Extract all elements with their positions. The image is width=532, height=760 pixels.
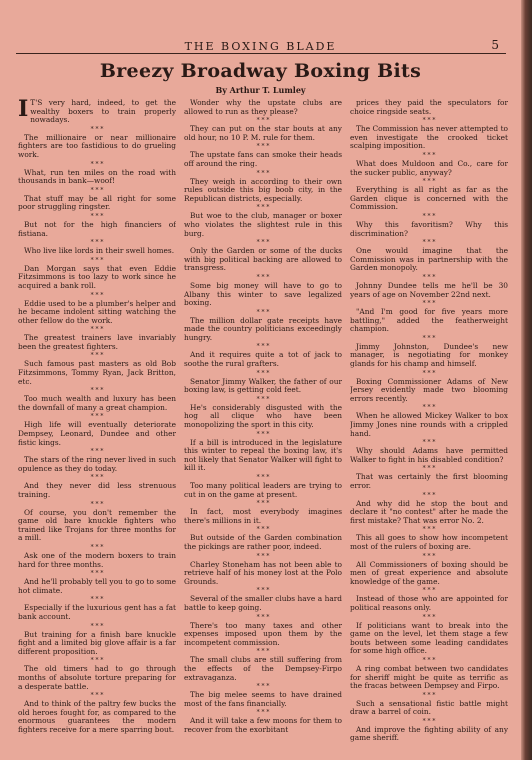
paragraph-separator: * * * <box>256 169 270 177</box>
article-paragraph: Johnny Dundee tells me he'll be 30 years of age on November 22nd next. <box>350 280 508 299</box>
header-rule <box>16 53 506 54</box>
binding-spine <box>521 0 532 760</box>
article-byline: By Arthur T. Lumley <box>215 85 306 95</box>
article-paragraph: Everything is all right as far as the Garden clique is concerned with the Commission. <box>350 185 508 212</box>
article-paragraph: The upstate fans can smoke their heads off around the ring. <box>184 150 342 168</box>
paragraph-separator: * * * <box>90 125 104 133</box>
paragraph-separator: * * * <box>90 596 104 604</box>
paragraph-separator: * * * <box>90 413 104 421</box>
paragraph-separator: * * * <box>90 543 104 551</box>
article-paragraph: That was certainly the first blooming error. <box>350 472 508 490</box>
paragraph-separator: * * * <box>256 683 270 691</box>
article-paragraph: Instead of those who are appointed for political reasons only. <box>350 594 508 612</box>
article-paragraph: Too many political leaders are trying to cut in on the game at present. <box>184 481 342 499</box>
text-column-3 <box>350 99 508 749</box>
paragraph-separator: * * * <box>422 151 436 159</box>
paragraph-separator: * * * <box>90 160 104 168</box>
paragraph-separator: * * * <box>256 474 270 481</box>
article-paragraph: The big melee seems to have drained most of the fans financially. <box>184 690 342 708</box>
article-paragraph: prices they paid the speculators for choice ringside seats. <box>350 99 508 116</box>
paragraph-separator: * * * <box>256 648 270 656</box>
article-paragraph: What does Muldoon and Co., care for the sucker public, anyway? <box>350 158 508 177</box>
paragraph-separator: * * * <box>422 439 436 447</box>
article-paragraph: Eddie used to be a plumber's helper and he became indolent sitting watching the other fellow do the work. <box>18 298 176 325</box>
article-paragraph: And he'll probably tell you to go to some hot climate. <box>18 577 176 595</box>
article-paragraph: The Commission has never attempted to even investigate the crooked ticket scalping imposition. <box>350 124 508 151</box>
paragraph-separator: * * * <box>422 117 436 125</box>
text-column-2 <box>184 99 342 749</box>
paragraph-separator: * * * <box>90 326 104 334</box>
article-paragraph: One would imagine that the Commission was in partnership with the Garden monopoly. <box>350 246 508 273</box>
paragraph-separator: * * * <box>422 334 436 342</box>
article-paragraph: "And I'm good for five years more battling," added the featherweight champion. <box>350 307 508 334</box>
article-paragraph: What, run ten miles on the road with thousands in bank—woof! <box>18 167 176 186</box>
paragraph-separator: * * * <box>422 656 436 664</box>
article-paragraph: The millionaire or near millionaire fighters are too fastidious to do grueling work. <box>18 132 176 159</box>
article-paragraph: High life will eventually deteriorate Dempsey, Leonard, Dundee and other fistic kings. <box>18 420 176 447</box>
paragraph-separator: * * * <box>90 570 104 578</box>
running-head: THE BOXING BLADE <box>184 40 337 53</box>
paragraph-separator: * * * <box>422 404 436 412</box>
paragraph-separator: * * * <box>256 709 270 717</box>
paragraph-separator: * * * <box>256 552 270 560</box>
article-paragraph: And it will take a few moons for them to recover from the exorbitant <box>184 716 342 734</box>
article-paragraph: They weigh in according to their own rules outside this big boob city, in the Republican districts, especially. <box>184 176 342 203</box>
article-paragraph: If a bill is introduced in the legislature this winter to repeal the boxing law, it's not likely that Senator Walker will fight to kill it. <box>184 437 342 473</box>
paragraph-separator: * * * <box>422 212 436 220</box>
article-paragraph: Of course, you don't remember the game old bare knuckle fighters who trained like Trojans for three months for a mill. <box>18 507 176 543</box>
paragraph-separator: * * * <box>422 465 436 473</box>
article-paragraph: This all goes to show how incompetent most of the rulers of boxing are. <box>350 533 508 551</box>
article-paragraph: The million dollar gate receipts have made the country politicians exceedingly hungry. <box>184 315 342 342</box>
article-paragraph: Senator Jimmy Walker, the father of our boxing law, is getting cold feet. <box>184 376 342 395</box>
paragraph-separator: * * * <box>422 526 436 534</box>
article-paragraph: And why did he stop the bout and declare it "no contest" after he made the first mistake? That was error No. 2. <box>350 498 508 525</box>
article-paragraph: Only the Garden or some of the ducks with big political backing are allowed to transgress. <box>184 246 342 273</box>
paragraph-separator: * * * <box>256 273 270 281</box>
paragraph-separator: * * * <box>90 212 104 220</box>
paragraph-separator: * * * <box>90 474 104 482</box>
paragraph-separator: * * * <box>90 256 104 264</box>
article-paragraph: Boxing Commissioner Adams of New Jersey evidently made two blooming errors recently. <box>350 376 508 403</box>
paragraph-separator: * * * <box>422 613 436 621</box>
paragraph-separator: * * * <box>90 448 104 456</box>
paragraph-separator: * * * <box>422 717 436 725</box>
article-paragraph: The old timers had to go through months of absolute torture preparing for a desperate battle. <box>18 664 176 691</box>
paragraph-separator: * * * <box>90 387 104 395</box>
article-paragraph: They can put on the star bouts at any old hour, no 10 P. M. rule for them. <box>184 124 342 142</box>
paragraph-separator: * * * <box>422 552 436 560</box>
paragraph-separator: * * * <box>422 587 436 595</box>
paragraph-separator: * * * <box>422 691 436 699</box>
article-paragraph: And it requires quite a tot of jack to soothe the rural grafters. <box>184 350 342 369</box>
paragraph-separator: * * * <box>90 500 104 508</box>
paragraph-separator: * * * <box>422 300 436 308</box>
paragraph-separator: * * * <box>90 657 104 665</box>
paragraph-separator: * * * <box>422 273 436 281</box>
article-paragraph: I T'S very hard, indeed, to get the wealthy boxers to train properly nowadays. <box>18 99 176 125</box>
article-paragraph: But not for the high financiers of fistiana. <box>18 219 176 238</box>
article-paragraph: In fact, most everybody imagines there's millions in it. <box>184 507 342 525</box>
text-column-1 <box>18 99 176 749</box>
paragraph-separator: * * * <box>256 500 270 508</box>
article-paragraph: The stars of the ring never lived in such opulence as they do today. <box>18 455 176 473</box>
paragraph-separator: * * * <box>256 204 270 212</box>
paragraph-separator: * * * <box>256 369 270 377</box>
article-paragraph: Dan Morgan says that even Eddie Fitzsimmons is too lazy to work since he acquired a bank roll. <box>18 263 176 290</box>
article-paragraph: He's considerably disgusted with the hog all clique who have been monopolizing the sport in this city. <box>184 402 342 430</box>
paragraph-separator: * * * <box>256 343 270 351</box>
article-paragraph: Why this favoritism? Why this discrimination? <box>350 219 508 238</box>
article-paragraph: But woe to the club, manager or boxer who violates the slightest rule in this burg. <box>184 211 342 238</box>
article-paragraph: Jimmy Johnston, Dundee's new manager, is negotiating for monkey glands for his champ and himself. <box>350 341 508 369</box>
article-paragraph: But training for a finish bare knuckle fight and a limited big glove affair is a far different proposition. <box>18 629 176 656</box>
article-paragraph: Several of the smaller clubs have a hard battle to keep going. <box>184 594 342 612</box>
paragraph-separator: * * * <box>256 239 270 247</box>
paragraph-separator: * * * <box>90 622 104 630</box>
paragraph-separator: * * * <box>90 239 104 247</box>
paragraph-separator: * * * <box>256 430 270 438</box>
article-paragraph: All Commissioners of boxing should be men of great experience and absolute knowledge of the game. <box>350 559 508 586</box>
paragraph-separator: * * * <box>90 692 104 700</box>
article-paragraph: And they never did less strenuous training. <box>18 481 176 499</box>
article-paragraph: The greatest trainers lave invariably been the greatest fighters. <box>18 333 176 351</box>
paragraph-separator: * * * <box>422 369 436 377</box>
paragraph-separator: * * * <box>90 352 104 360</box>
article-paragraph: There's too many taxes and other expenses imposed upon them by the incompetent commission. <box>184 620 342 647</box>
article-paragraph: Some big money will have to go to Albany this winter to save legalized boxing. <box>184 280 342 308</box>
article-paragraph: When he allowed Mickey Walker to box Jimmy Jones nine rounds with a crippled hand. <box>350 411 508 438</box>
paragraph-separator: * * * <box>256 526 270 534</box>
paragraph-separator: * * * <box>256 587 270 595</box>
drop-cap: I <box>18 99 29 122</box>
paragraph-separator: * * * <box>256 395 270 403</box>
article-paragraph: The small clubs are still suffering from the effects of the Dempsey-Firpo extravaganza. <box>184 655 342 682</box>
article-paragraph: Too much wealth and luxury has been the downfall of many a great champion. <box>18 394 176 412</box>
article-paragraph: And improve the fighting ability of any game sheriff. <box>350 724 508 743</box>
paragraph-separator: * * * <box>90 186 104 194</box>
article-paragraph: Wonder why the upstate clubs are allowed to run as they please? <box>184 99 342 116</box>
paragraph-separator: * * * <box>256 143 270 151</box>
paragraph-separator: * * * <box>422 239 436 247</box>
article-paragraph: Ask one of the modern boxers to train hard for three months. <box>18 550 176 569</box>
article-paragraph: But outside of the Garden combination the pickings are rather poor, indeed. <box>184 533 342 551</box>
article-paragraph: Such famous past masters as old Bob Fitzsimmons, Tommy Ryan, Jack Britton, etc. <box>18 359 176 386</box>
paragraph-separator: * * * <box>90 291 104 299</box>
paragraph-separator: * * * <box>422 491 436 499</box>
article-paragraph: Who live like lords in their swell homes. <box>24 246 175 256</box>
article-paragraph: Charley Stoneham has not been able to retrieve half of his money lost at the Polo Grounds. <box>184 559 342 586</box>
paragraph-separator: * * * <box>256 308 270 316</box>
article-paragraph: And to think of the paltry few bucks the old heroes fought for, as compared to the enormous guarantees the modern fighters receive for a mere sparring bout. <box>18 699 176 734</box>
paragraph-separator: * * * <box>256 613 270 621</box>
page-number: 5 <box>491 38 499 52</box>
article-paragraph: That stuff may be all right for some poor struggling ringster. <box>18 193 176 212</box>
paragraph-separator: * * * <box>422 178 436 186</box>
paragraph-separator: * * * <box>256 117 270 125</box>
article-paragraph: Such a sensational fistic battle might draw a barrel of coin. <box>350 698 508 717</box>
article-paragraph: Especially if the luxurious gent has a fat bank account. <box>18 603 176 621</box>
article-paragraph: A ring combat between two candidates for sheriff might be quite as terrific as the fracas between Dempsey and Firpo. <box>350 663 508 691</box>
article-paragraph: Why should Adams have permitted Walker to fight in his disabled condition? <box>350 446 508 464</box>
article-title: Breezy Broadway Boxing Bits <box>99 60 422 82</box>
article-paragraph: If politicians want to break into the game on the level, let them stage a few bouts between some leading candidates for some high office. <box>350 620 508 656</box>
